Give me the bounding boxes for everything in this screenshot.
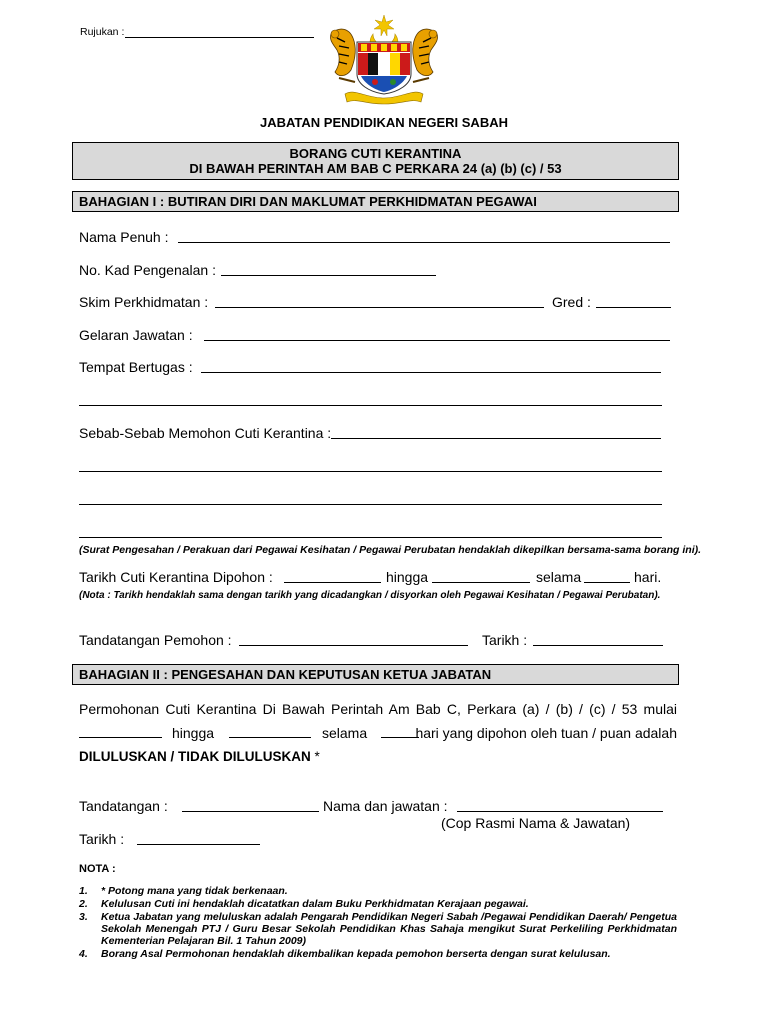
selama-label: selama — [536, 569, 582, 585]
tarikh-mula-field[interactable] — [284, 582, 381, 583]
permohonan-line-1: Permohonan Cuti Kerantina Di Bawah Perintah Am Bab C, Perkara (a) / (b) / (c) / 53 mulai — [79, 701, 677, 717]
hari-field[interactable] — [584, 582, 630, 583]
nota-item — [79, 898, 677, 910]
asterisk-mark: * — [310, 749, 320, 764]
tempat-label: Tempat Bertugas : — [79, 359, 193, 375]
nama-penuh-field[interactable] — [178, 242, 670, 243]
tarikh-pemohon-label: Tarikh : — [482, 632, 528, 648]
sebab-field-line-3[interactable] — [79, 504, 662, 505]
hingga-label-2: hingga — [172, 725, 215, 741]
skim-field[interactable] — [215, 307, 544, 308]
nama-jawatan-field[interactable] — [457, 811, 663, 812]
coat-of-arms-emblem — [325, 12, 443, 106]
tempat-field-line-2[interactable] — [79, 405, 662, 406]
tarikh-akhir-field[interactable] — [432, 582, 530, 583]
diluluskan-text[interactable]: DILULUSKAN / TIDAK DILULUSKAN — [79, 749, 311, 764]
gred-label: Gred : — [552, 294, 591, 310]
permohonan-line-2 — [79, 725, 677, 743]
nota-tarikh: (Nota : Tarikh hendaklah sama dengan tarikh yang dicadangkan / disyorkan oleh Pegawai Kesihatan / Pegawai Perubatan). — [79, 590, 661, 601]
nota-item — [79, 885, 677, 897]
form-title-line-1: BORANG CUTI KERANTINA — [289, 146, 462, 161]
tandatangan-pemohon-label: Tandatangan Pemohon : — [79, 632, 232, 648]
gelaran-label: Gelaran Jawatan : — [79, 327, 193, 343]
kelulusan-mula-field[interactable] — [79, 737, 162, 738]
no-kad-field[interactable] — [221, 275, 436, 276]
tempat-field[interactable] — [201, 372, 661, 373]
section-2-heading: BAHAGIAN II : PENGESAHAN DAN KEPUTUSAN KETUA JABATAN — [72, 664, 679, 685]
skim-label: Skim Perkhidmatan : — [79, 294, 209, 310]
rujukan-label: Rujukan : — [80, 26, 125, 38]
nota-list — [79, 885, 677, 961]
no-kad-label: No. Kad Pengenalan : — [79, 262, 216, 278]
sebab-field[interactable] — [331, 438, 661, 439]
nota-title: NOTA : — [79, 863, 116, 875]
gred-field[interactable] — [596, 307, 671, 308]
rujukan-line — [125, 37, 314, 38]
tandatangan-ketua-label: Tandatangan : — [79, 798, 168, 814]
section-1-heading: BAHAGIAN I : BUTIRAN DIRI DAN MAKLUMAT PERKHIDMATAN PEGAWAI — [72, 191, 679, 212]
nota-item-number: 4. — [79, 948, 88, 960]
nota-item — [79, 911, 677, 947]
nama-penuh-label: Nama Penuh : — [79, 229, 169, 245]
nota-item — [79, 948, 677, 960]
cop-rasmi-label: (Cop Rasmi Nama & Jawatan) — [441, 815, 631, 831]
form-title-line-2: DI BAWAH PERINTAH AM BAB C PERKARA 24 (a) (b) (c) / 53 — [189, 161, 562, 176]
keputusan-line — [79, 749, 320, 764]
sebab-field-line-2[interactable] — [79, 471, 662, 472]
selama-label-2: selama — [322, 725, 368, 741]
gelaran-field[interactable] — [204, 340, 670, 341]
nota-item-number: 3. — [79, 911, 88, 923]
nota-item-text: * Potong mana yang tidak berkenaan. — [101, 885, 288, 897]
sebab-field-line-4[interactable] — [79, 537, 662, 538]
nota-item-text: Kelulusan Cuti ini hendaklah dicatatkan dalam Buku Perkhidmatan Kerajaan pegawai. — [101, 898, 529, 910]
tarikh-ketua-field[interactable] — [137, 844, 260, 845]
nota-item-text: Borang Asal Permohonan hendaklah dikembalikan kepada pemohon berserta dengan surat kelulusan. — [101, 948, 611, 960]
hari-dipohon-label: hari yang dipohon oleh tuan / puan adalah — [415, 725, 677, 741]
nota-item-number: 2. — [79, 898, 88, 910]
tandatangan-ketua-field[interactable] — [182, 811, 319, 812]
kelulusan-hari-field[interactable] — [381, 737, 419, 738]
tarikh-ketua-label: Tarikh : — [79, 831, 125, 847]
nota-item-text: Ketua Jabatan yang meluluskan adalah Pengarah Pendidikan Negeri Sabah /Pegawai Pendidikan Daerah/ Pengetua Sekolah Menengah PTJ / Guru Besar Sekolah Pendidikan Khas Sahaja mengikut Surat Perkeliling Perkhidmatan Kementerian Pelajaran Bil. 1 Tahun 2009) — [101, 911, 677, 947]
form-title-box — [72, 142, 679, 180]
nota-item-number: 1. — [79, 885, 88, 897]
tandatangan-pemohon-field[interactable] — [239, 645, 468, 646]
nama-jawatan-label: Nama dan jawatan : — [323, 798, 448, 814]
hari-label: hari. — [634, 569, 662, 585]
surat-note: (Surat Pengesahan / Perakuan dari Pegawai Kesihatan / Pegawai Perubatan hendaklah dikepilkan bersama-sama borang ini). — [79, 544, 702, 556]
department-title: JABATAN PENDIDIKAN NEGERI SABAH — [260, 115, 508, 130]
sebab-label: Sebab-Sebab Memohon Cuti Kerantina : — [79, 425, 332, 441]
tarikh-cuti-label: Tarikh Cuti Kerantina Dipohon : — [79, 569, 273, 585]
kelulusan-akhir-field[interactable] — [229, 737, 311, 738]
hingga-label: hingga — [386, 569, 429, 585]
tarikh-pemohon-field[interactable] — [533, 645, 663, 646]
